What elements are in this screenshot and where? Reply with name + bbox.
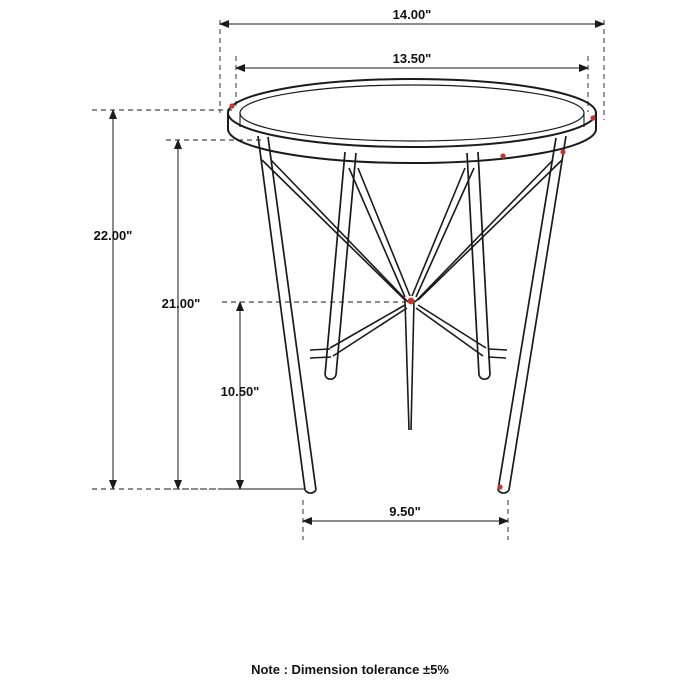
dimension-label-base-spread: 9.50" xyxy=(389,504,421,519)
dimension-label-height-to-hub: 10.50" xyxy=(220,384,260,399)
table-illustration xyxy=(228,79,596,493)
dimension-label-top-inner-width: 13.50" xyxy=(392,51,432,66)
dimension-label-overall-height: 22.00" xyxy=(93,228,133,243)
table-legs xyxy=(258,136,566,493)
dimension-lines xyxy=(92,20,604,540)
spoke-frame xyxy=(262,160,562,430)
table-top xyxy=(228,79,596,163)
dimension-label-top-outer-width: 14.00" xyxy=(392,7,432,22)
tolerance-note: Note : Dimension tolerance ±5% xyxy=(251,662,449,677)
dimension-label-height-to-top-underside: 21.00" xyxy=(161,296,201,311)
